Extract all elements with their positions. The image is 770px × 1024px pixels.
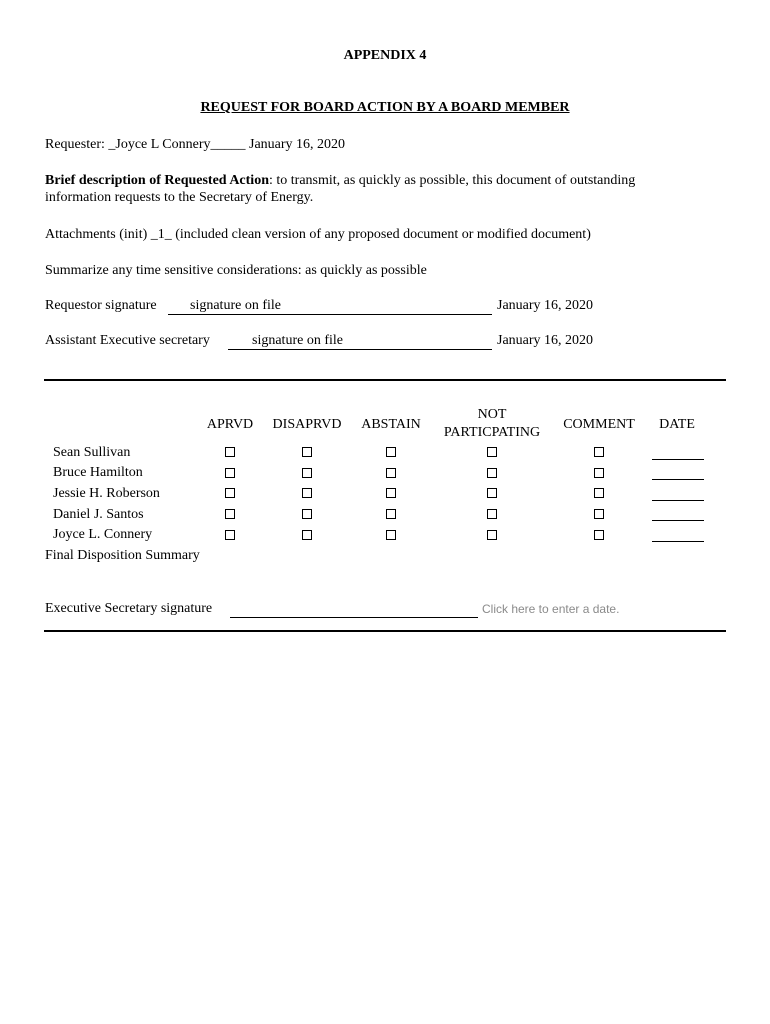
member-name: Joyce L. Connery — [53, 527, 153, 542]
time-sensitive-line: Summarize any time sensitive considerations: as quickly as possible — [45, 263, 427, 278]
not-participating-checkbox[interactable] — [487, 509, 497, 519]
not-participating-checkbox[interactable] — [487, 447, 497, 457]
aprvd-checkbox[interactable] — [225, 468, 235, 478]
col-header-not-line1: NOT — [477, 407, 507, 422]
col-header-date: DATE — [659, 417, 695, 432]
member-name: Jessie H. Roberson — [53, 486, 160, 501]
disaprvd-checkbox[interactable] — [302, 488, 312, 498]
aprvd-checkbox[interactable] — [225, 488, 235, 498]
description-line-1 — [45, 173, 635, 189]
comment-checkbox[interactable] — [594, 468, 604, 478]
abstain-checkbox[interactable] — [386, 509, 396, 519]
description-text-1: : to transmit, as quickly as possible, this document of outstanding — [268, 173, 636, 188]
disaprvd-checkbox[interactable] — [302, 468, 312, 478]
abstain-checkbox[interactable] — [386, 488, 396, 498]
requestor-signature-label: Requestor signature — [45, 298, 157, 313]
member-name: Sean Sullivan — [53, 445, 131, 460]
description-label: Brief description of Requested Action — [45, 173, 269, 188]
not-participating-checkbox[interactable] — [487, 530, 497, 540]
abstain-checkbox[interactable] — [386, 468, 396, 478]
col-header-abstain: ABSTAIN — [361, 417, 421, 432]
requestor-signature-value: signature on file — [190, 298, 281, 313]
appendix-label: APPENDIX 4 — [343, 48, 427, 63]
section-divider-bottom — [44, 630, 726, 632]
comment-checkbox[interactable] — [594, 530, 604, 540]
aprvd-checkbox[interactable] — [225, 509, 235, 519]
attachments-line: Attachments (init) _1_ (included clean version of any proposed document or modified document) — [45, 227, 591, 242]
final-disposition-label: Final Disposition Summary — [45, 548, 200, 563]
not-participating-checkbox[interactable] — [487, 488, 497, 498]
exec-date-picker[interactable]: Click here to enter a date. — [482, 602, 620, 616]
exec-signature-label: Executive Secretary signature — [45, 601, 213, 616]
assistant-signature-label: Assistant Executive secretary — [45, 333, 210, 348]
member-name: Daniel J. Santos — [53, 507, 144, 522]
date-field[interactable] — [652, 459, 704, 460]
comment-checkbox[interactable] — [594, 509, 604, 519]
requester-line: Requester: _Joyce L Connery_____ January 16, 2020 — [45, 137, 346, 152]
abstain-checkbox[interactable] — [386, 447, 396, 457]
disaprvd-checkbox[interactable] — [302, 447, 312, 457]
date-field[interactable] — [652, 479, 704, 480]
aprvd-checkbox[interactable] — [225, 447, 235, 457]
date-field[interactable] — [652, 520, 704, 521]
requestor-signature-date: January 16, 2020 — [497, 298, 594, 313]
section-divider-top — [44, 379, 726, 381]
date-field[interactable] — [652, 500, 704, 501]
description-line-2: information requests to the Secretary of Energy. — [45, 190, 314, 205]
not-participating-checkbox[interactable] — [487, 468, 497, 478]
col-header-not-line2: PARTICPATING — [443, 425, 541, 440]
disaprvd-checkbox[interactable] — [302, 509, 312, 519]
col-header-disaprvd: DISAPRVD — [272, 417, 342, 432]
col-header-aprvd: APRVD — [206, 417, 254, 432]
comment-checkbox[interactable] — [594, 488, 604, 498]
abstain-checkbox[interactable] — [386, 530, 396, 540]
requestor-signature-field[interactable] — [168, 298, 492, 315]
assistant-signature-value: signature on file — [252, 333, 343, 348]
disaprvd-checkbox[interactable] — [302, 530, 312, 540]
exec-signature-field[interactable] — [230, 601, 478, 618]
col-header-not-participating — [432, 406, 552, 442]
aprvd-checkbox[interactable] — [225, 530, 235, 540]
date-field[interactable] — [652, 541, 704, 542]
col-header-comment: COMMENT — [563, 417, 635, 432]
document-title: REQUEST FOR BOARD ACTION BY A BOARD MEMBER — [200, 100, 570, 115]
comment-checkbox[interactable] — [594, 447, 604, 457]
assistant-signature-date: January 16, 2020 — [497, 333, 594, 348]
assistant-signature-field[interactable] — [228, 333, 492, 350]
member-name: Bruce Hamilton — [53, 465, 143, 480]
